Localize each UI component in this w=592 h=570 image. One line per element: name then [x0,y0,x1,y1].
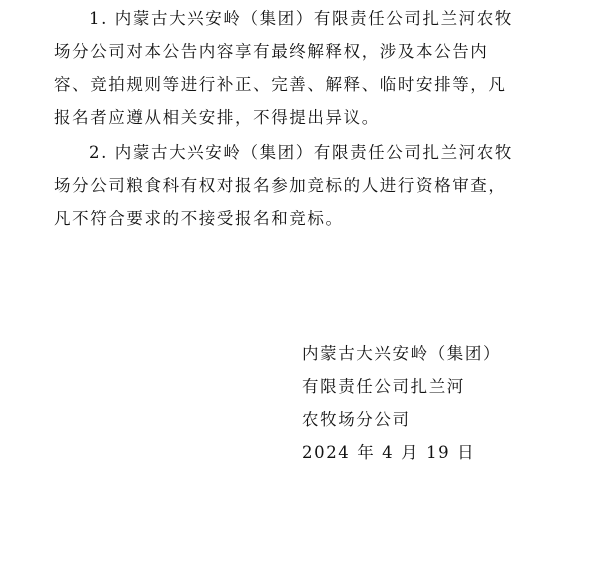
clause-1-line-2: 场分公司对本公告内容享有最终解释权，涉及本公告内 [54,42,489,61]
signature-org-line-2: 有限责任公司扎兰河 [302,377,465,396]
clause-2 [54,136,524,235]
clause-1-line-4: 报名者应遵从相关安排，不得提出异议。 [54,108,380,127]
clause-1-line-3: 容、竞拍规则等进行补正、完善、解释、临时安排等，凡 [54,75,507,94]
signature-block [302,337,501,469]
clause-1 [54,2,524,134]
clause-2-line-1: 2. 内蒙古大兴安岭（集团）有限责任公司扎兰河农牧 [89,143,513,162]
clause-1-line-1: 1. 内蒙古大兴安岭（集团）有限责任公司扎兰河农牧 [89,9,513,28]
signature-org-line-3: 农牧场分公司 [302,410,411,429]
signature-date: 2024 年 4 月 19 日 [302,443,476,462]
signature-org-line-1: 内蒙古大兴安岭（集团） [302,344,502,363]
clause-2-line-3: 凡不符合要求的不接受报名和竞标。 [54,209,344,228]
clause-2-line-2: 场分公司粮食科有权对报名参加竞标的人进行资格审查， [54,176,507,195]
